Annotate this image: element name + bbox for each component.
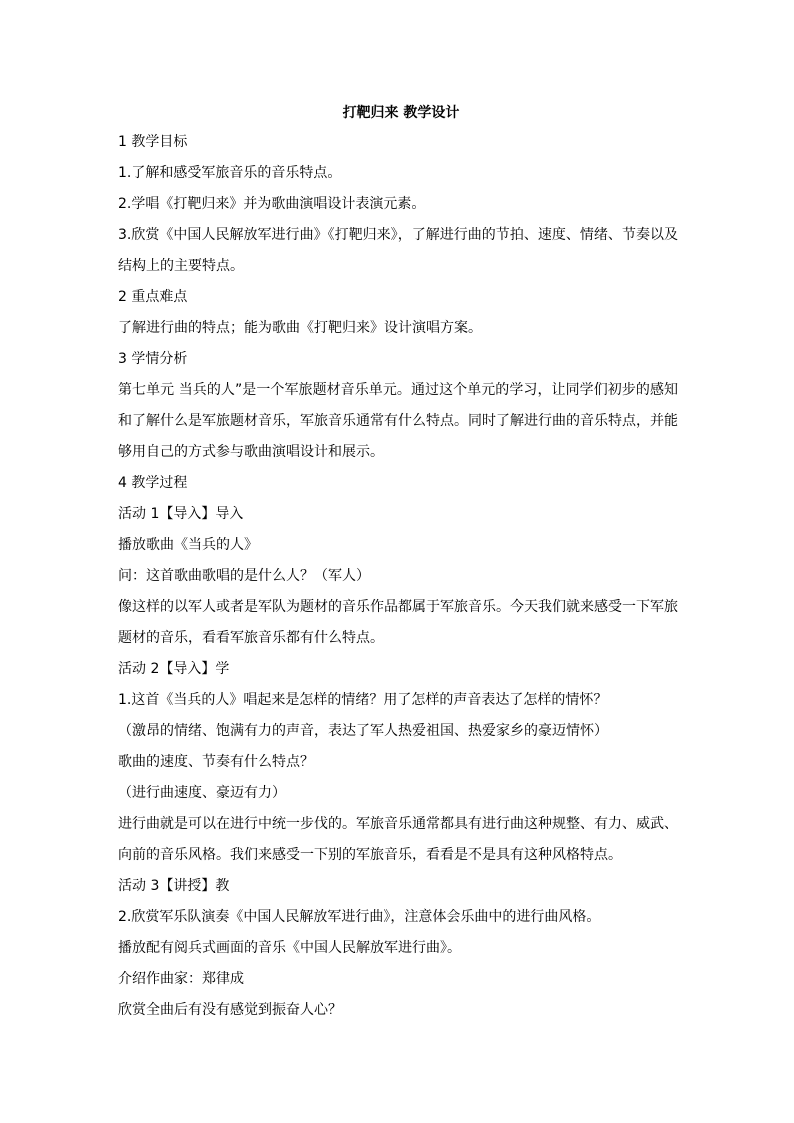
activity-3-play-music: 播放配有阅兵式画面的音乐《中国人民解放军进行曲》。 <box>118 940 461 956</box>
section-heading-process: 4 教学过程 <box>118 475 188 491</box>
activity-3-question: 欣赏全曲后有没有感觉到振奋人心？ <box>118 1002 342 1018</box>
activity-3-item-2: 2.欣赏军乐队演奏《中国人民解放军进行曲》，注意体会乐曲中的进行曲风格。 <box>118 909 601 925</box>
key-points-text: 了解进行曲的特点；能为歌曲《打靶归来》设计演唱方案。 <box>118 320 482 336</box>
activity-3-heading: 活动 3【讲授】教 <box>118 878 230 894</box>
document-title: 打靶归来 教学设计 <box>342 105 460 121</box>
section-heading-learner-analysis: 3 学情分析 <box>118 351 188 367</box>
activity-3-composer: 介绍作曲家：郑律成 <box>118 971 244 987</box>
activity-1-explanation: 像这样的以军人或者是军队为题材的音乐作品都属于军旅音乐。今天我们就来感受一下军旅题材的音乐，看看军旅音乐都有什么特点。 <box>118 599 678 646</box>
learner-analysis-text: 第七单元 当兵的人”是一个军旅题材音乐单元。通过这个单元的学习，让同学们初步的感知和了解什么是军旅题材音乐，军旅音乐通常有什么特点。同时了解进行曲的音乐特点，并能够用自己的方式参与歌曲演唱设计和展示。 <box>118 382 678 460</box>
section-heading-key-points: 2 重点难点 <box>118 289 188 305</box>
activity-1-heading: 活动 1【导入】导入 <box>118 506 244 522</box>
activity-1-question: 问：这首歌曲歌唱的是什么人？（军人） <box>118 568 370 584</box>
section-heading-objectives: 1 教学目标 <box>118 134 188 150</box>
objective-item-1: 1.了解和感受军旅音乐的音乐特点。 <box>118 165 342 181</box>
activity-2-question-2: 歌曲的速度、节奏有什么特点？ <box>118 754 314 770</box>
activity-1-play-song: 播放歌曲《当兵的人》 <box>118 537 258 553</box>
activity-2-question-1: 1.这首《当兵的人》唱起来是怎样的情绪？用了怎样的声音表达了怎样的情怀？ <box>118 692 608 708</box>
activity-2-answer-2: （进行曲速度、豪迈有力） <box>118 785 286 801</box>
objective-item-2: 2.学唱《打靶归来》并为歌曲演唱设计表演元素。 <box>118 196 426 212</box>
activity-2-explanation: 进行曲就是可以在进行中统一步伐的。军旅音乐通常都具有进行曲这种规整、有力、威武、向前的音乐风格。我们来感受一下别的军旅音乐，看看是不是具有这种风格特点。 <box>118 816 678 863</box>
objective-item-3: 3.欣赏《中国人民解放军进行曲》《打靶归来》，了解进行曲的节拍、速度、情绪、节奏以及结构上的主要特点。 <box>118 227 678 274</box>
activity-2-heading: 活动 2【导入】学 <box>118 661 230 677</box>
activity-2-answer-1: （激昂的情绪、饱满有力的声音，表达了军人热爱祖国、热爱家乡的豪迈情怀） <box>118 723 608 739</box>
document-page <box>118 100 678 1026</box>
